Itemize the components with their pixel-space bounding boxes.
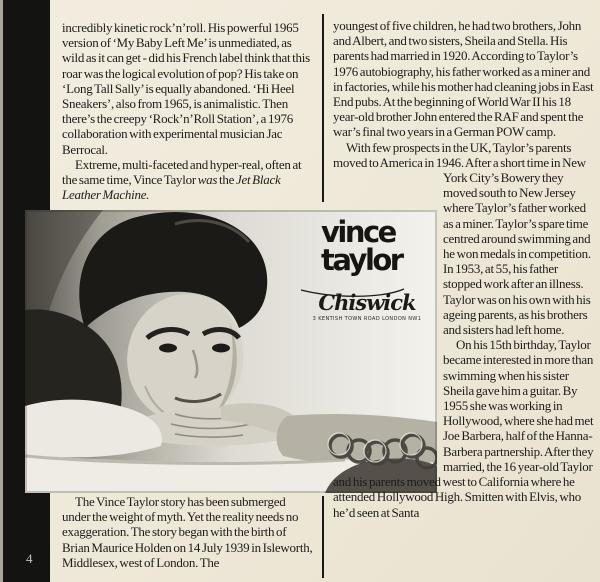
left-column-top (62, 20, 314, 202)
paragraph (62, 157, 314, 203)
paragraph: On his 15th birthday, Taylor became interested in more than swimming when his sister Sheila gave him a guitar. By 1955 she was working in Hollywood, where she had met Joe Barbera, half of the Hanna-Barbera partnership. After they married, the 16 year-old Taylor and his parents moved west to California where he attended Hollywood High. Smitten with Elvis, who he’d seen at Santa (333, 337, 594, 520)
page-number: 4 (26, 551, 33, 566)
right-column (333, 18, 595, 520)
chiswick-logo-text: Chiswick (318, 290, 416, 315)
photo-wrap-spacer (333, 172, 437, 474)
text-run: moved south to New Jersey where Taylor’s father worked as a miner. Taylor’s spare time centred around swimming and he won medals in competition. In 1953, at 55, his father stopped work after an illness. Taylor was on his own with his ageing parents, as his brothers and sisters had left home. (443, 185, 591, 338)
text-run: Extreme, multi-faceted and hyper-real, often at the same time, Vince Taylor (62, 156, 302, 188)
chiswick-address: 3 KENTISH TOWN ROAD LONDON NW1 (312, 316, 422, 322)
paragraph: The Vince Taylor story has been submerged under the weight of myth. Yet the reality needs no exaggeration. The story began with the birth of Brian Maurice Holden on 14 July 1939 in Isleworth, Middlesex, west of London. The (62, 494, 313, 570)
text-run: the (217, 172, 236, 188)
left-column-bottom (62, 494, 314, 570)
italic-text-run: was (197, 172, 218, 188)
column-divider-top (322, 14, 324, 202)
italic-text-run: Jet Black Leather Machine. (62, 172, 281, 203)
paragraph: youngest of five children, he had two brothers, John and Albert, and two sisters, Sheila and Stella. His parents had married in 1920. According to Taylor’s 1976 autobiography, his father worked as a miner and in factories, while his mother had cleaning jobs in East End pubs. At the beginning of World War II his 18 year-old brother John entered the RAF and spent the war’s final two years in a German POW camp. (333, 18, 594, 140)
paragraph: incredibly kinetic rock’n’roll. His powerful 1965 version of ‘My Baby Left Me’ is unmediated, as wild as it can get - did his French label think that this roar was the logical evolution of pop? His take on ‘Long Tall Sally’ is equally abandoned. ‘Hi Heel Sneakers’, also from 1965, is animalistic. Then there’s the creepy ‘Rock’n’Roll Station’, a 1976 collaboration with experimental musician Jac Berrocal. (62, 20, 310, 157)
column-divider-bottom (322, 496, 324, 578)
logo-line-1: vince (321, 215, 395, 249)
paragraph (333, 140, 595, 338)
text-run: With few prospects in the UK, Taylor’s parents moved to America in 1946. After a short time in New York City’s Bowery they (333, 139, 586, 186)
logo-line-2: taylor (321, 243, 402, 277)
